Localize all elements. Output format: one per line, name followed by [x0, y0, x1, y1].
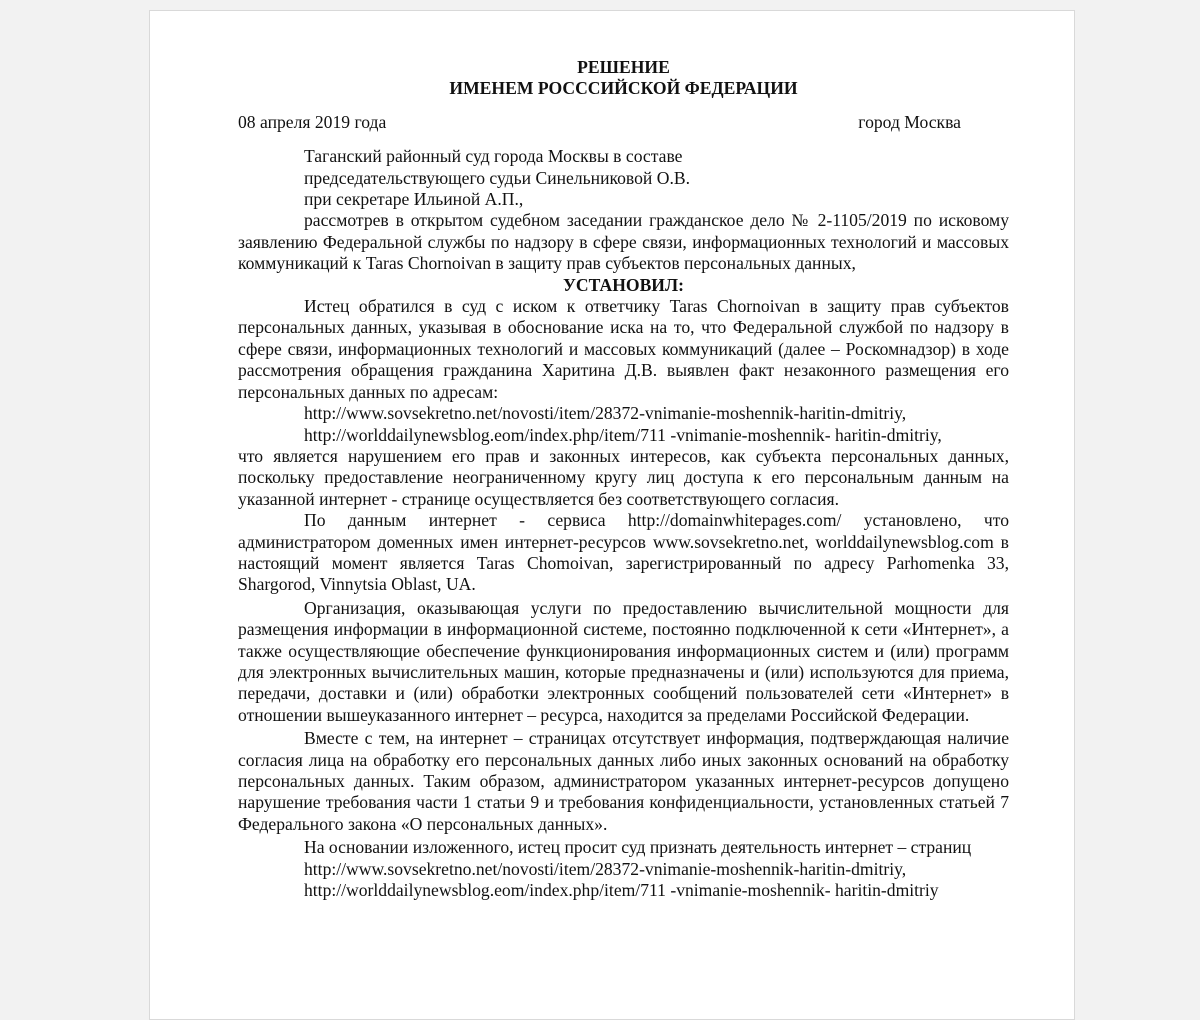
established-heading: УСТАНОВИЛ:	[563, 274, 684, 295]
dateline	[238, 112, 1009, 133]
document-date: 08 апреля 2019 года	[238, 111, 387, 132]
court-line-3: при секретаре Ильиной А.П.,	[304, 189, 524, 210]
court-line-1: Таганский районный суд города Москвы в составе	[304, 146, 683, 167]
url-worlddailynews-2: http://worlddailynewsblog.eom/index.php/item/711 -vnimanie-moshennik- haritin-dmitriy	[304, 880, 939, 901]
paragraph-hosting: Организация, оказывающая услуги по предоставлению вычислительной мощности для размещения информации в информационной системе, постоянно подключенной к сети «Интернет», а также осуществляющие обеспечение функционирования информационных систем и (или) программ для электронных вычислительных машин, которые предназначены и (или) используются для приема, передачи, доставки и (или) обработки электронных сообщений пользователей сети «Интернет» в отношении вышеуказанного интернет – ресурса, находится за пределами Российской Федерации.	[238, 597, 1009, 725]
url-worlddailynews-1: http://worlddailynewsblog.eom/index.php/item/711 -vnimanie-moshennik- haritin-dmitriy,	[304, 424, 942, 445]
url-sovsekretno-1: http://www.sovsekretno.net/novosti/item/28372-vnimanie-moshennik-haritin-dmitriy,	[304, 403, 907, 424]
paragraph-request: На основании изложенного, истец просит суд признать деятельность интернет – страниц	[304, 837, 972, 858]
case-paragraph: рассмотрев в открытом судебном заседании гражданское дело № 2-1105/2019 по исковому заявлению Федеральной службы по надзору в сфере связи, информационных технологий и массовых коммуникаций к Taras Chornoivan в защиту прав субъектов персональных данных,	[238, 210, 1009, 274]
document-title-line1: РЕШЕНИЕ	[577, 57, 670, 77]
paragraph-violation: что является нарушением его прав и законных интересов, как субъекта персональных данных, поскольку предоставление неограниченному кругу лиц доступа к его персональным данным на указанной интернет - странице осуществляется без соответствующего согласия.	[238, 445, 1009, 509]
paragraph-claim: Истец обратился в суд с иском к ответчику Taras Chornoivan в защиту прав субъектов персональных данных, указывая в обоснование иска на то, что Федеральной службой по надзору в сфере связи, информационных технологий и массовых коммуникаций (далее – Роскомнадзор) в ходе рассмотрения обращения гражданина Харитина Д.В. выявлен факт незаконного размещения его персональных данных по адресам:	[238, 296, 1009, 402]
document-page	[149, 10, 1075, 1020]
document-title-line2: ИМЕНЕМ РОСССИЙСКОЙ ФЕДЕРАЦИИ	[449, 78, 798, 99]
url-sovsekretno-2: http://www.sovsekretno.net/novosti/item/28372-vnimanie-moshennik-haritin-dmitriy,	[304, 858, 907, 879]
paragraph-domain-admin: По данным интернет - сервиса http://domainwhitepages.com/ установлено, что администратором доменных имен интернет-ресурсов www.sovsekretno.net, worlddailynewsblog.com в настоящий момент является Taras Chomoivan, зарегистрированный по адресу Parhomenka 33, Shargorod, Vinnytsia Oblast, UA.	[238, 510, 1009, 595]
document-city: город Москва	[858, 111, 961, 132]
court-line-2: председательствующего судьи Синельниковой О.В.	[304, 167, 690, 188]
document-body	[238, 57, 1009, 901]
paragraph-no-consent: Вместе с тем, на интернет – страницах отсутствует информация, подтверждающая наличие согласия лица на обработку его персональных данных либо иных законных оснований на обработку персональных данных. Таким образом, администратором указанных интернет-ресурсов допущено нарушение требования части 1 статьи 9 и требования конфиденциальности, установленных статьей 7 Федерального закона «О персональных данных».	[238, 728, 1009, 834]
